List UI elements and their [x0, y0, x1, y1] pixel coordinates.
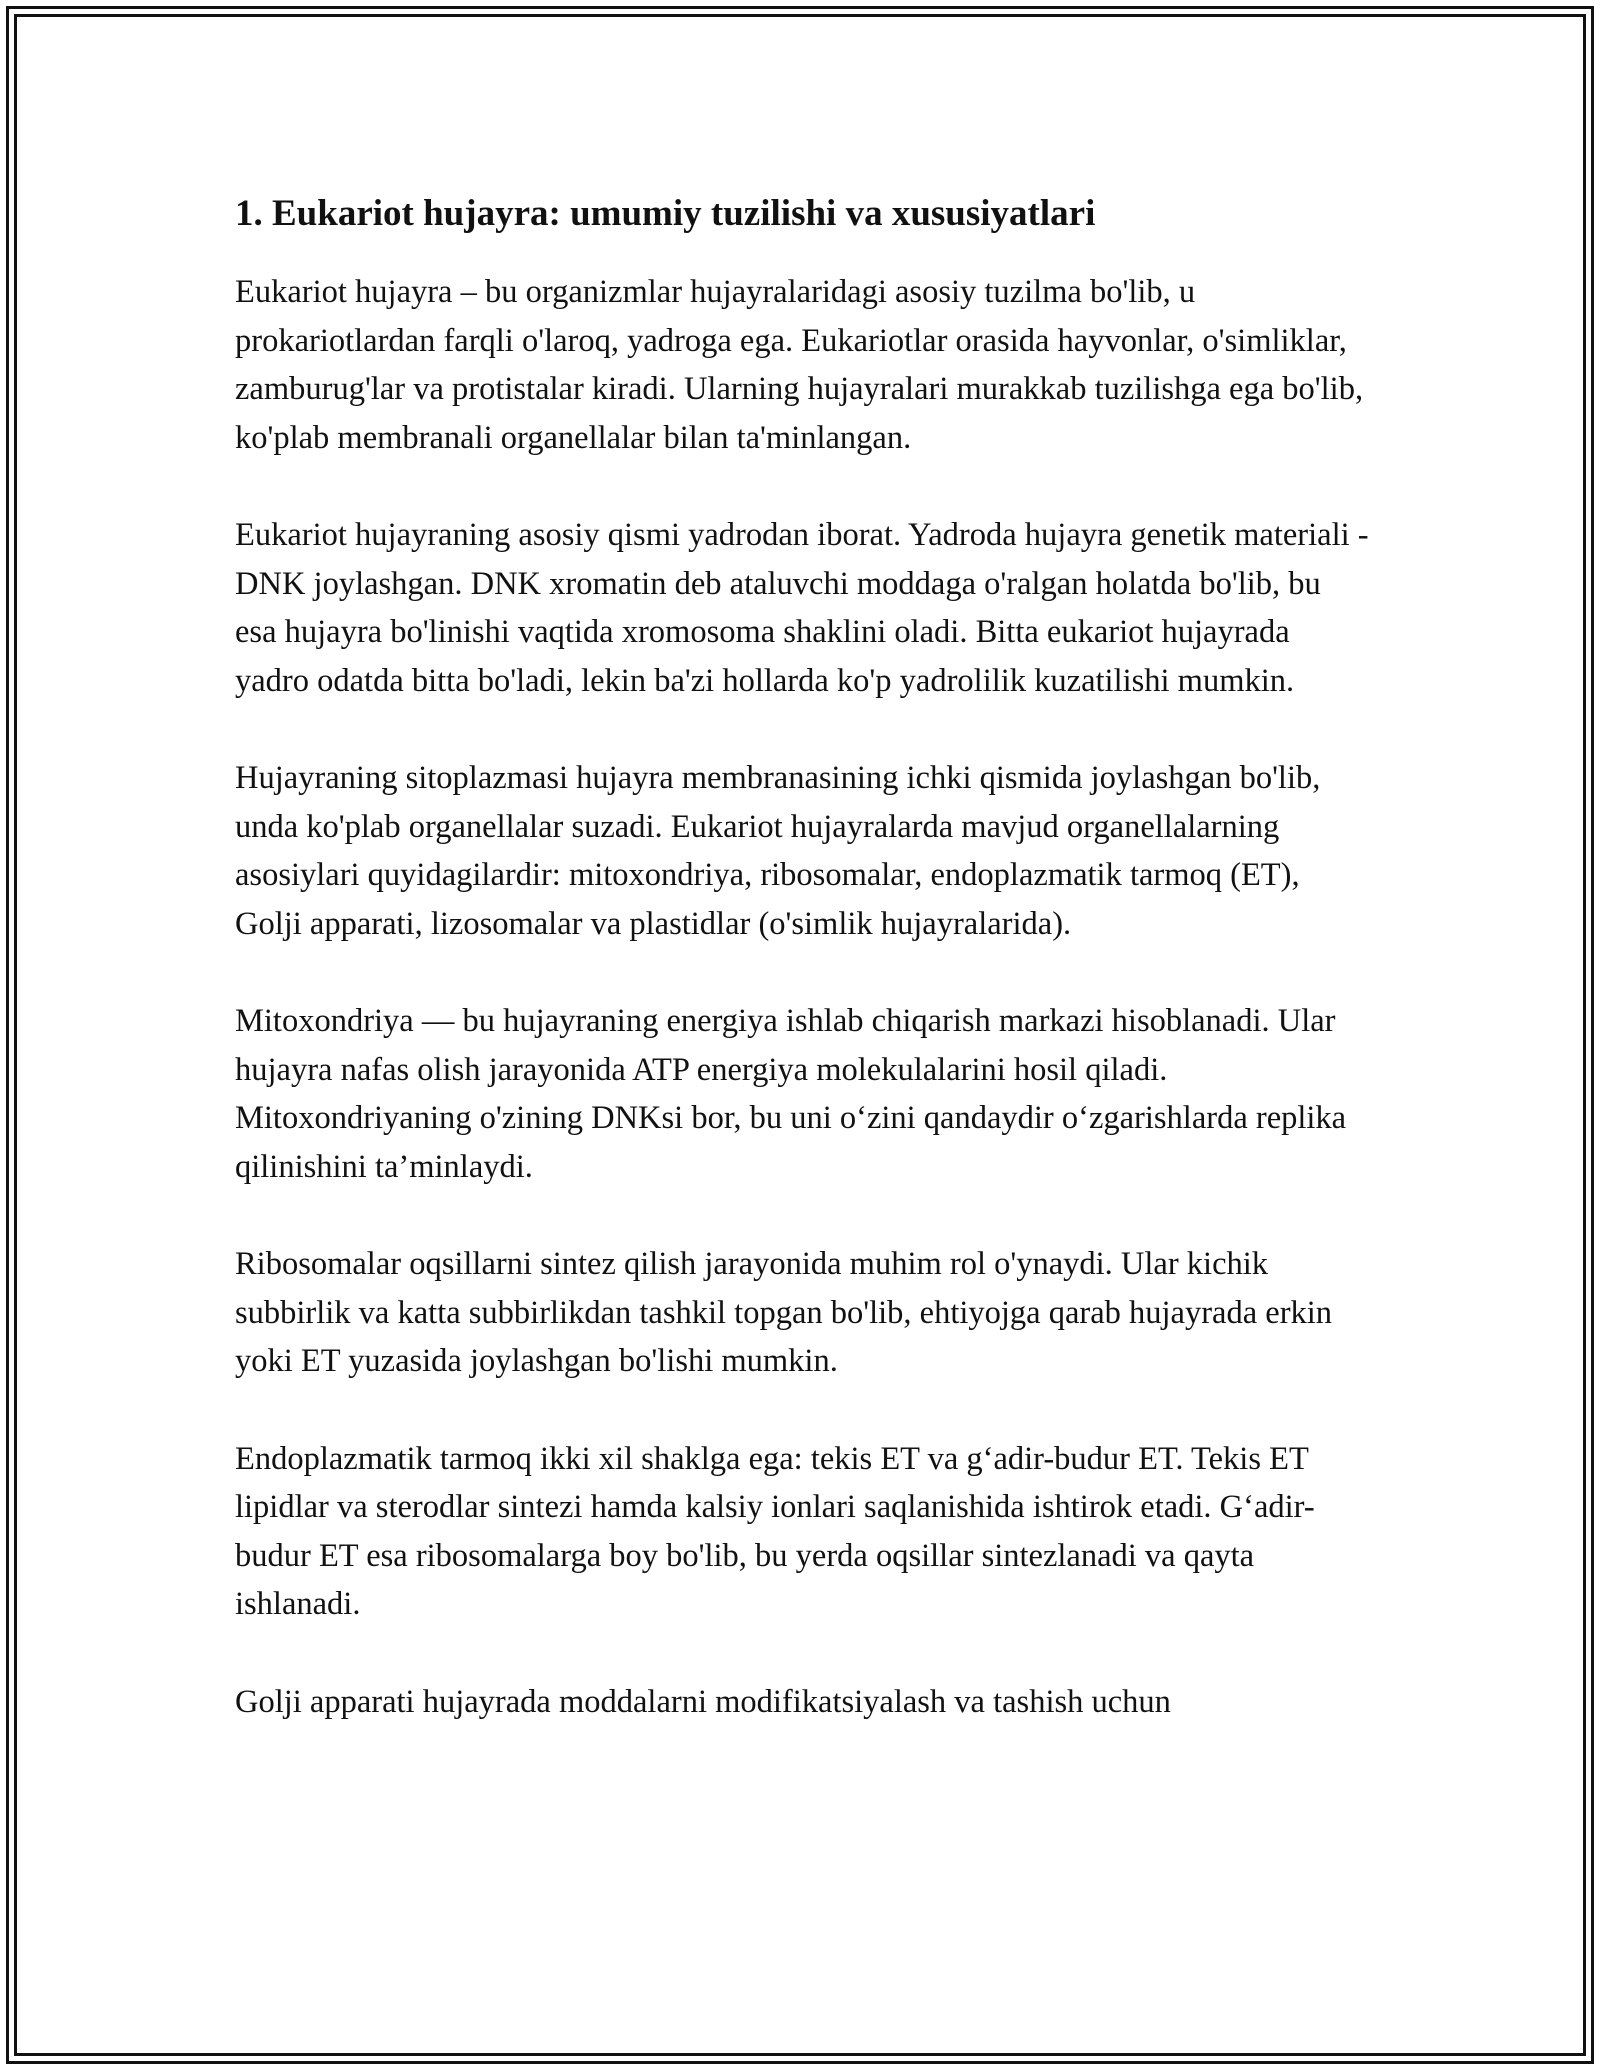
section-heading: 1. Eukariot hujayra: umumiy tuzilishi va xususiyatlari	[235, 193, 1096, 234]
paragraph-cytoplasm: Hujayraning sitoplazmasi hujayra membranasining ichki qismida joylashgan bo'lib, unda ko'plab organellalar suzadi. Eukariot hujayralarda mavjud organellalarning asosiylari quyidagilardir: mitoxondriya, ribosomalar, endoplazmatik tarmoq (ET), Golji apparati, lizosomalar va plastidlar (o'simlik hujayralarida).	[235, 760, 1321, 942]
paragraph-endoplasmic-reticulum: Endoplazmatik tarmoq ikki xil shaklga ega: tekis ET va g‘adir-budur ET. Tekis ET lipidlar va sterodlar sintezi hamda kalsiy ionlari saqlanishida ishtirok etadi. G‘adir-budur ET esa ribosomalarga boy bo'lib, bu yerda oqsillar sintezlanadi va qayta ishlanadi.	[235, 1440, 1315, 1622]
paragraph-mitochondria: Mitoxondriya — bu hujayraning energiya ishlab chiqarish markazi hisoblanadi. Ular hujayra nafas olish jarayonida ATP energiya molekulalarini hosil qiladi. Mitoxondriyaning o'zining DNKsi bor, bu uni o‘zini qandaydir o‘zgarishlarda replika qilinishini ta’minlaydi.	[235, 1003, 1347, 1185]
paragraph-golgi: Golji apparati hujayrada moddalarni modifikatsiyalash va tashish uchun	[235, 1683, 1171, 1720]
paragraph-nucleus: Eukariot hujayraning asosiy qismi yadrodan iborat. Yadroda hujayra genetik materiali - DNK joylashgan. DNK xromatin deb ataluvchi moddaga o'ralgan holatda bo'lib, bu esa hujayra bo'linishi vaqtida xromosoma shaklini oladi. Bitta eukariot hujayrada yadro odatda bitta bo'ladi, lekin ba'zi hollarda ko'p yadrolilik kuzatilishi mumkin.	[235, 517, 1369, 699]
paragraph-intro: Eukariot hujayra – bu organizmlar hujayralaridagi asosiy tuzilma bo'lib, u prokariotlardan farqli o'laroq, yadroga ega. Eukariotlar orasida hayvonlar, o'simliklar, zamburug'lar va protistalar kiradi. Ularning hujayralari murakkab tuzilishga ega bo'lib, ko'plab membranali organellalar bilan ta'minlangan.	[235, 274, 1364, 456]
document-body	[235, 188, 1370, 1726]
paragraph-ribosomes: Ribosomalar oqsillarni sintez qilish jarayonida muhim rol o'ynaydi. Ular kichik subbirlik va katta subbirlikdan tashkil topgan bo'lib, ehtiyojga qarab hujayrada erkin yoki ET yuzasida joylashgan bo'lishi mumkin.	[235, 1246, 1333, 1379]
